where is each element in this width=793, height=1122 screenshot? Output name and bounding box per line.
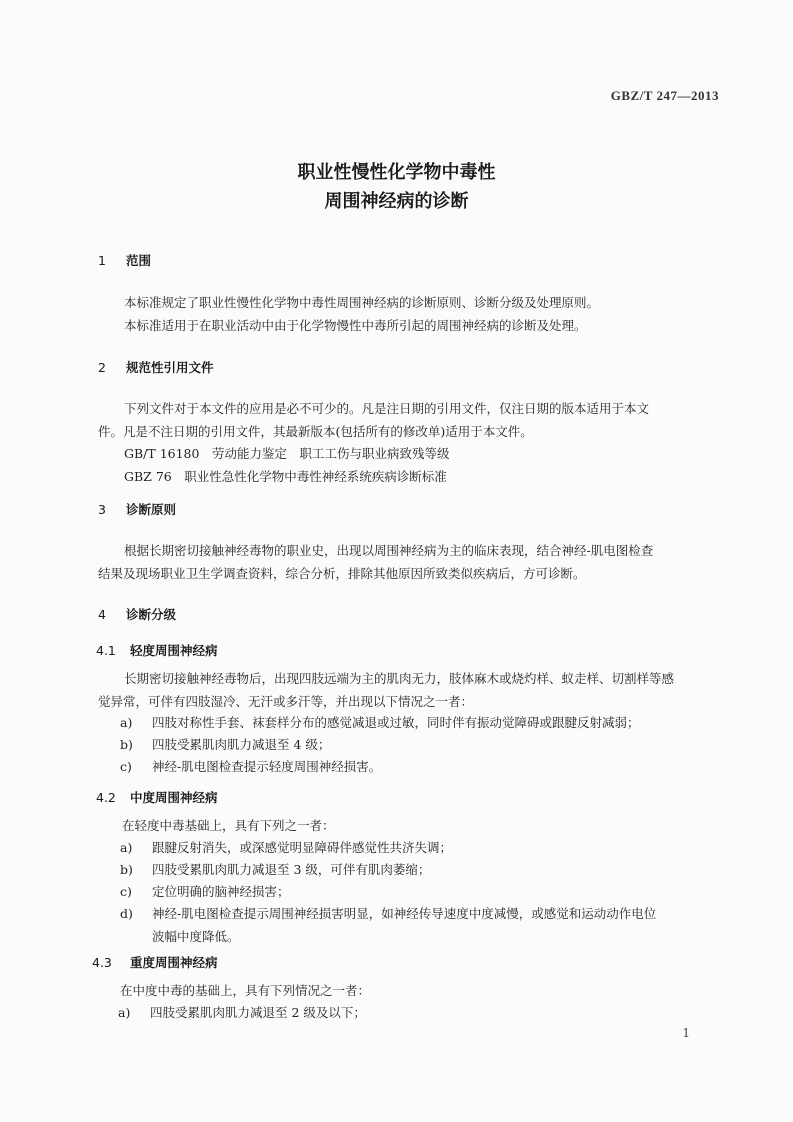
- section-number: 2: [98, 360, 106, 375]
- subsection-title: 重度周围神经病: [130, 955, 218, 970]
- standard-code: GBZ/T 247—2013: [610, 88, 719, 103]
- normative-reference: GBZ 76 职业性急性化学物中毒性神经系统疾病诊断标准: [124, 468, 447, 484]
- subsection-4-1-heading: [96, 641, 218, 659]
- section-number: 3: [98, 502, 106, 517]
- title-line-2: 周围神经病的诊断: [324, 191, 469, 212]
- list-item-text: 跟腱反射消失，或深感觉明显障碍伴感觉性共济失调；: [152, 840, 453, 855]
- list-item: [120, 881, 290, 904]
- paragraph: 在中度中毒的基础上，具有下列情况之一者：: [120, 983, 371, 998]
- list-item: [120, 712, 640, 735]
- list-item: [118, 1002, 366, 1025]
- list-item-text: 定位明确的脑神经损害；: [152, 884, 290, 899]
- subsection-title: 轻度周围神经病: [130, 643, 218, 658]
- section-number: 1: [98, 253, 106, 268]
- paragraph: 本标准适用于在职业活动中由于化学物慢性中毒所引起的周围神经病的诊断及处理。: [124, 317, 587, 333]
- section-number: 4: [98, 607, 106, 622]
- paragraph-line: 下列文件对于本文件的应用是必不可少的。凡是注日期的引用文件，仅注日期的版本适用于本文: [124, 401, 650, 416]
- list-item-text-continued: 波幅中度降低。: [152, 928, 240, 944]
- paragraph-line: 觉异常，可伴有四肢湿冷、无汗或多汗等，并出现以下情况之一者：: [98, 693, 474, 709]
- title-line-1: 职业性慢性化学物中毒性: [297, 162, 496, 183]
- list-item: [120, 756, 381, 779]
- section-title: 诊断原则: [126, 502, 177, 517]
- section-3-heading: [98, 500, 176, 518]
- list-item-label: b): [120, 737, 133, 752]
- list-item: [120, 903, 656, 948]
- subsection-number: 4.3: [92, 955, 112, 970]
- paragraph-line: 根据长期密切接触神经毒物的职业史，出现以周围神经病为主的临床表现，结合神经-肌电图检查: [124, 543, 654, 558]
- paragraph: 在轻度中毒基础上，具有下列之一者：: [122, 818, 335, 833]
- list-item-label: b): [120, 862, 133, 877]
- list-item-label: d): [120, 906, 133, 921]
- section-2-body: [98, 398, 649, 488]
- list-item-label: a): [120, 840, 133, 855]
- subsection-4-3-intro: [120, 980, 370, 1003]
- list-item-text: 四肢受累肌肉肌力减退至 2 级及以下；: [150, 1005, 366, 1020]
- section-1-heading: [98, 251, 151, 269]
- list-item: [120, 859, 430, 882]
- paragraph: 本标准规定了职业性慢性化学物中毒性周围神经病的诊断原则、诊断分级及处理原则。: [124, 295, 600, 310]
- list-item: [120, 734, 330, 757]
- list-item-text: 四肢对称性手套、袜套样分布的感觉减退或过敏，同时伴有振动觉障碍或跟腱反射减弱；: [152, 715, 640, 730]
- section-2-heading: [98, 358, 214, 376]
- section-3-body: [98, 540, 653, 585]
- list-item-label: c): [120, 759, 132, 774]
- subsection-number: 4.2: [96, 790, 116, 805]
- subsection-4-2-intro: [122, 815, 335, 838]
- paragraph-line: 长期密切接触神经毒物后，出现四肢远端为主的肌肉无力，肢体麻木或烧灼样、蚁走样、切割样等感: [124, 671, 675, 686]
- section-title: 规范性引用文件: [126, 360, 214, 375]
- list-item-text: 四肢受累肌肉肌力减退至 3 级，可伴有肌肉萎缩；: [152, 862, 431, 877]
- subsection-4-2-heading: [96, 788, 218, 806]
- section-title: 诊断分级: [126, 607, 177, 622]
- section-1-body: [124, 292, 599, 337]
- paragraph-line: 结果及现场职业卫生学调查资料，综合分析，排除其他原因所致类似疾病后，方可诊断。: [98, 565, 586, 581]
- list-item-text: 神经-肌电图检查提示周围神经损害明显，如神经传导速度中度减慢，或感觉和运动动作电位: [152, 906, 657, 921]
- list-item-text: 神经-肌电图检查提示轻度周围神经损害。: [152, 759, 382, 774]
- normative-reference: GB/T 16180 劳动能力鉴定 职工工伤与职业病致残等级: [124, 446, 450, 461]
- list-item-label: c): [120, 884, 132, 899]
- subsection-number: 4.1: [96, 643, 116, 658]
- list-item-label: a): [120, 715, 133, 730]
- document-title: [0, 158, 793, 216]
- paragraph-line: 件。凡是不注日期的引用文件，其最新版本(包括所有的修改单)适用于本文件。: [98, 423, 533, 439]
- section-4-heading: [98, 605, 176, 623]
- subsection-title: 中度周围神经病: [130, 790, 218, 805]
- list-item-label: a): [118, 1005, 131, 1020]
- list-item-text: 四肢受累肌肉肌力减退至 4 级；: [152, 737, 331, 752]
- subsection-4-3-heading: [92, 953, 218, 971]
- subsection-4-1-body: [98, 668, 674, 713]
- section-title: 范围: [126, 253, 152, 268]
- list-item: [120, 837, 452, 860]
- page-number: 1: [682, 1026, 690, 1040]
